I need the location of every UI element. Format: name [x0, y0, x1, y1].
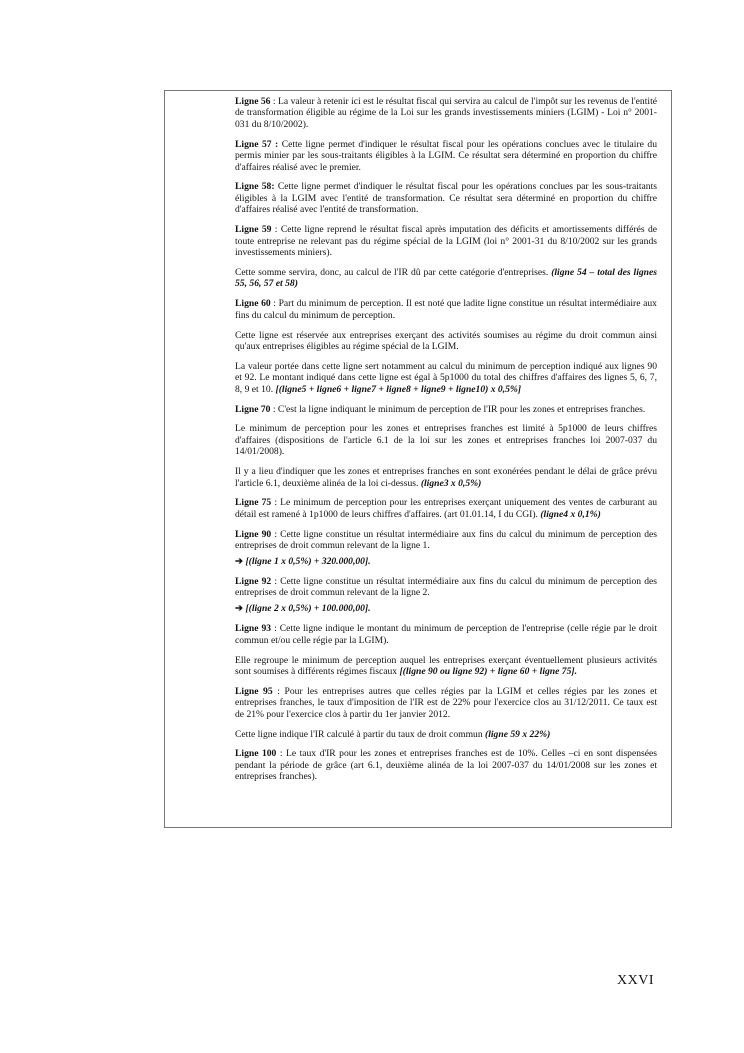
line-label: Ligne 57 :	[235, 138, 279, 150]
line-label: Ligne 90	[235, 528, 272, 540]
formula: (ligne 59 x 22%)	[485, 728, 551, 740]
formula: (ligne4 x 0,1%)	[540, 508, 601, 520]
paragraph-text: Cette ligne est réservée aux entreprises exerçant des activités soumises au régime du droit commun ainsi qu'aux entreprises éligibles au régime spécial de la LGIM.	[235, 329, 657, 352]
line-label: Ligne 56	[235, 96, 271, 107]
paragraph	[235, 361, 657, 395]
paragraph-text: Cette ligne permet d'indiquer le résultat fiscal pour les opérations conclues par les sous-traitants éligibles à la LGIM avec l'entité de transformation. Ce résultat sera déterminé en proportion du chiffre d'affaires réalisé avec l'entité de transformation.	[235, 181, 657, 216]
paragraph	[235, 330, 657, 353]
formula: [(ligne 90 ou ligne 92) + ligne 60 + ligne 75]	[399, 665, 575, 677]
paragraph	[235, 529, 657, 552]
paragraph-text: : Le taux d'IR pour les zones et entreprises franches est de 10%. Celles –ci en sont dispensées pendant la période de grâce (art 6.1, deuxième alinéa de la loi 2007-037 du 14/01/2008 sur les zones et entreprises franches).	[235, 748, 658, 783]
paragraph	[235, 603, 657, 614]
paragraph	[235, 729, 657, 740]
paragraph	[235, 466, 657, 489]
formula: [(ligne5 + ligne6 + ligne7 + ligne8 + ligne9 + ligne10) x 0,5%]	[275, 383, 522, 395]
paragraph-text: : Cette ligne indique le montant du minimum de perception de l'entreprise (celle régie par le droit commun et/ou celle régie par la LGIM).	[235, 623, 657, 646]
paragraph	[235, 298, 657, 321]
line-label: Ligne 75	[235, 497, 272, 509]
paragraph-text: Cette somme servira, donc, au calcul de l'IR dû par cette catégorie d'entreprises.	[235, 266, 552, 278]
arrow-right-icon: ➔	[235, 603, 244, 615]
line-label: Ligne 60	[235, 298, 271, 310]
arrow-right-icon: ➔	[235, 556, 244, 568]
paragraph-text: La valeur portée dans cette ligne sert notamment au calcul du minimum de perception indiqué aux lignes 90 et 92. Le montant indiqué dans cette ligne est égal à 5p1000 du total des chiffres d'affaires des lignes 5, 6, 7, 8, 9 et 10.	[235, 360, 657, 395]
paragraph	[235, 576, 657, 599]
paragraph-text: : Cette ligne reprend le résultat fiscal après imputation des déficits et amortissements différés de toute entreprise ne relevant pas du régime spécial de la LGIM (loi n° 2001-31 du 8/10/2002 sur les grands investissements miniers).	[235, 224, 657, 258]
paragraph	[235, 139, 657, 173]
paragraph	[235, 224, 657, 258]
line-label: Ligne 70	[235, 403, 271, 415]
paragraph-text: : Cette ligne constitue un résultat intermédiaire aux fins du calcul du minimum de perception des entreprises de droit commun relevant de la ligne 1.	[235, 528, 657, 552]
formula: (ligne3 x 0,5%)	[420, 477, 482, 489]
paragraph-text: Elle regroupe le minimum de perception auquel les entreprises exerçant éventuellement plusieurs activités sont soumises à différents régimes fiscaux	[235, 654, 657, 677]
paragraph	[235, 655, 657, 678]
line-label: Ligne 58:	[235, 181, 275, 193]
paragraph	[235, 96, 657, 130]
line-label: Ligne 92	[235, 576, 272, 587]
line-label: Ligne 95	[235, 685, 273, 697]
formula: [(ligne 1 x 0,5%) + 320.000,00]	[245, 556, 369, 568]
paragraph-text: Cette ligne indique l'IR calculé à partir du taux de droit commun	[235, 728, 486, 740]
paragraph	[235, 497, 657, 520]
formula-suffix: .	[368, 603, 371, 615]
line-label: Ligne 100	[235, 748, 277, 760]
paragraph	[235, 623, 657, 646]
paragraph-text: : C'est la ligne indiquant le minimum de perception de l'IR pour les zones et entreprises franches.	[270, 403, 646, 415]
paragraph	[235, 748, 657, 782]
paragraph	[235, 181, 657, 215]
formula: [(ligne 2 x 0,5%) + 100.000,00]	[245, 603, 369, 615]
paragraph	[235, 423, 657, 457]
page-number: XXVI	[617, 973, 654, 988]
paragraph-text: : Pour les entreprises autres que celles régies par la LGIM et celles régies par les zones et entreprises franches, le taux d'imposition de l'IR est de 22% pour l'exercice clos au 31/12/2011. Ce taux est de 21% pour l'exercice clos à partir du 1er janvier 2012.	[235, 685, 657, 720]
document-body	[235, 96, 657, 791]
formula: (ligne 54 – total des lignes 55, 56, 57 et 58)	[235, 266, 657, 290]
paragraph	[235, 556, 657, 567]
line-label: Ligne 93	[235, 623, 272, 635]
paragraph-text: Cette ligne permet d'indiquer le résultat fiscal pour les opérations conclues avec le titulaire du permis minier par les sous-traitants éligibles à la LGIM. Ce résultat sera déterminé en proportion du chiffre d'affaires réalisé avec le premier.	[235, 138, 657, 173]
formula-suffix: .	[368, 556, 371, 568]
paragraph-text: : Cette ligne constitue un résultat intermédiaire aux fins du calcul du minimum de perception des entreprises de droit commun relevant de la ligne 2.	[235, 576, 657, 599]
line-label: Ligne 59	[235, 224, 272, 236]
paragraph	[235, 686, 657, 720]
paragraph-text: Le minimum de perception pour les zones et entreprises franches est limité à 5p1000 de leurs chiffres d'affaires (dispositions de l'article 6.1 de la loi sur les zones et entreprises franches loi 2007-037 du 14/01/2008).	[235, 423, 657, 458]
paragraph-text: : La valeur à retenir ici est le résultat fiscal qui servira au calcul de l'impôt sur les revenus de l'entité de transformation éligible au régime de la Loi sur les grands investissements miniers (LGIM) - Loi n° 2001-031 du 8/10/2002).	[235, 96, 657, 130]
paragraph-text: Il y a lieu d'indiquer que les zones et entreprises franches en sont exonérées pendant le délai de grâce prévu l'article 6.1, deuxième alinéa de la loi ci-dessus.	[235, 466, 657, 489]
paragraph-text: : Part du minimum de perception. Il est noté que ladite ligne constitue un résultat intermédiaire aux fins du calcul du minimum de perception.	[235, 298, 657, 321]
paragraph	[235, 404, 657, 415]
formula-suffix: .	[574, 665, 577, 677]
paragraph-text: : Le minimum de perception pour les entreprises exerçant uniquement des ventes de carburant au détail est ramené à 1p1000 de leurs chiffres d'affaires. (art 01.01.14, I du CGI).	[235, 497, 657, 520]
paragraph	[235, 267, 657, 290]
